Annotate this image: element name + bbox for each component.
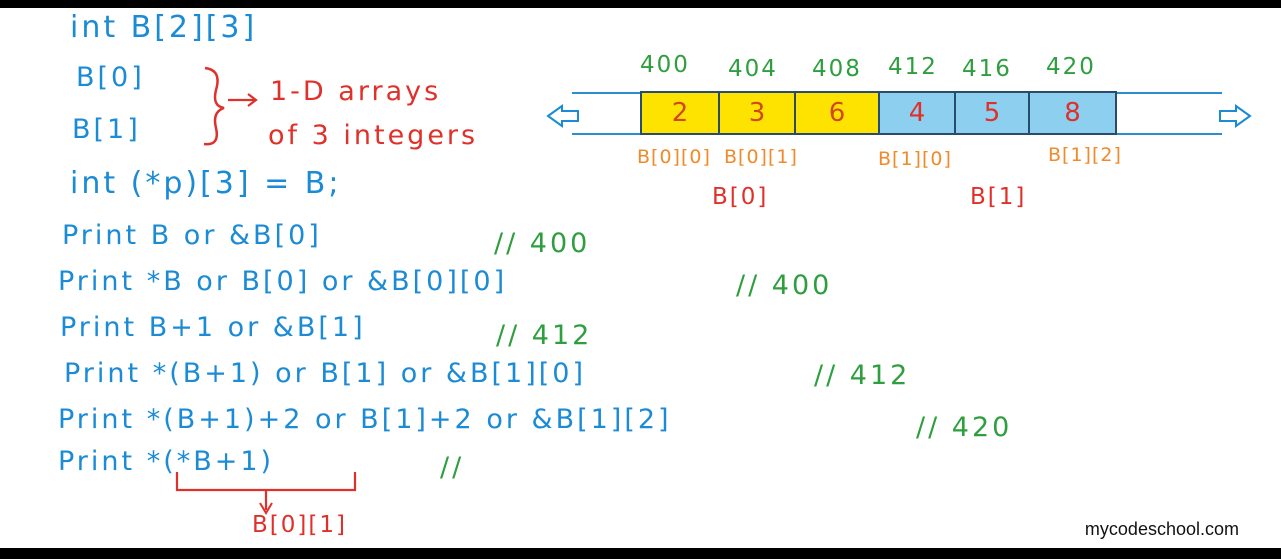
memory-cell: 2 [640,91,720,135]
address-400: 400 [640,52,690,78]
row-b1: B[1] [72,114,141,145]
brace-label: B[0][1] [252,512,347,538]
result-line-6: // [440,452,465,483]
memory-cell: 4 [878,91,956,135]
memory-cell: 3 [718,91,796,135]
note-line-2: of 3 integers [268,120,479,151]
row-label-b0: B[0] [712,184,769,210]
brace-arrow-icon [228,94,256,106]
result-line-3: // 412 [496,320,593,351]
row-label-b1: B[1] [970,184,1027,210]
address-408: 408 [812,56,862,82]
print-line-3: Print B+1 or &B[1] [60,312,366,343]
print-line-1: Print B or &B[0] [62,220,322,251]
address-404: 404 [728,56,778,82]
address-412: 412 [888,54,938,80]
result-line-1: // 400 [494,228,591,259]
memory-cell: 5 [954,91,1030,135]
result-line-2: // 400 [736,270,833,301]
watermark: mycodeschool.com [1084,519,1239,539]
element-label: B[1][0] [878,148,952,170]
address-416: 416 [962,56,1012,82]
print-line-2: Print *B or B[0] or &B[0][0] [58,266,508,297]
print-line-5: Print *(B+1)+2 or B[1]+2 or &B[1][2] [58,404,672,435]
address-420: 420 [1046,54,1096,80]
underline-brace [177,472,355,510]
memory-cell: 8 [1028,91,1117,135]
print-line-6: Print *(*B+1) [58,446,275,477]
memory-cell: 6 [794,91,880,135]
left-arrow-icon [548,106,578,126]
row-b0: B[0] [76,62,145,93]
element-label: B[0][1] [724,146,798,168]
element-label: B[0][0] [637,146,711,168]
grouping-brace [204,68,224,144]
pointer-declaration: int (*p)[3] = B; [70,166,342,201]
note-line-1: 1-D arrays [270,76,442,107]
whiteboard [0,8,1281,548]
result-line-5: // 420 [916,412,1013,443]
element-label: B[1][2] [1048,144,1122,166]
result-line-4: // 412 [814,360,911,391]
right-arrow-icon [1220,106,1250,126]
print-line-4: Print *(B+1) or B[1] or &B[1][0] [64,358,586,389]
array-declaration: int B[2][3] [70,10,258,45]
